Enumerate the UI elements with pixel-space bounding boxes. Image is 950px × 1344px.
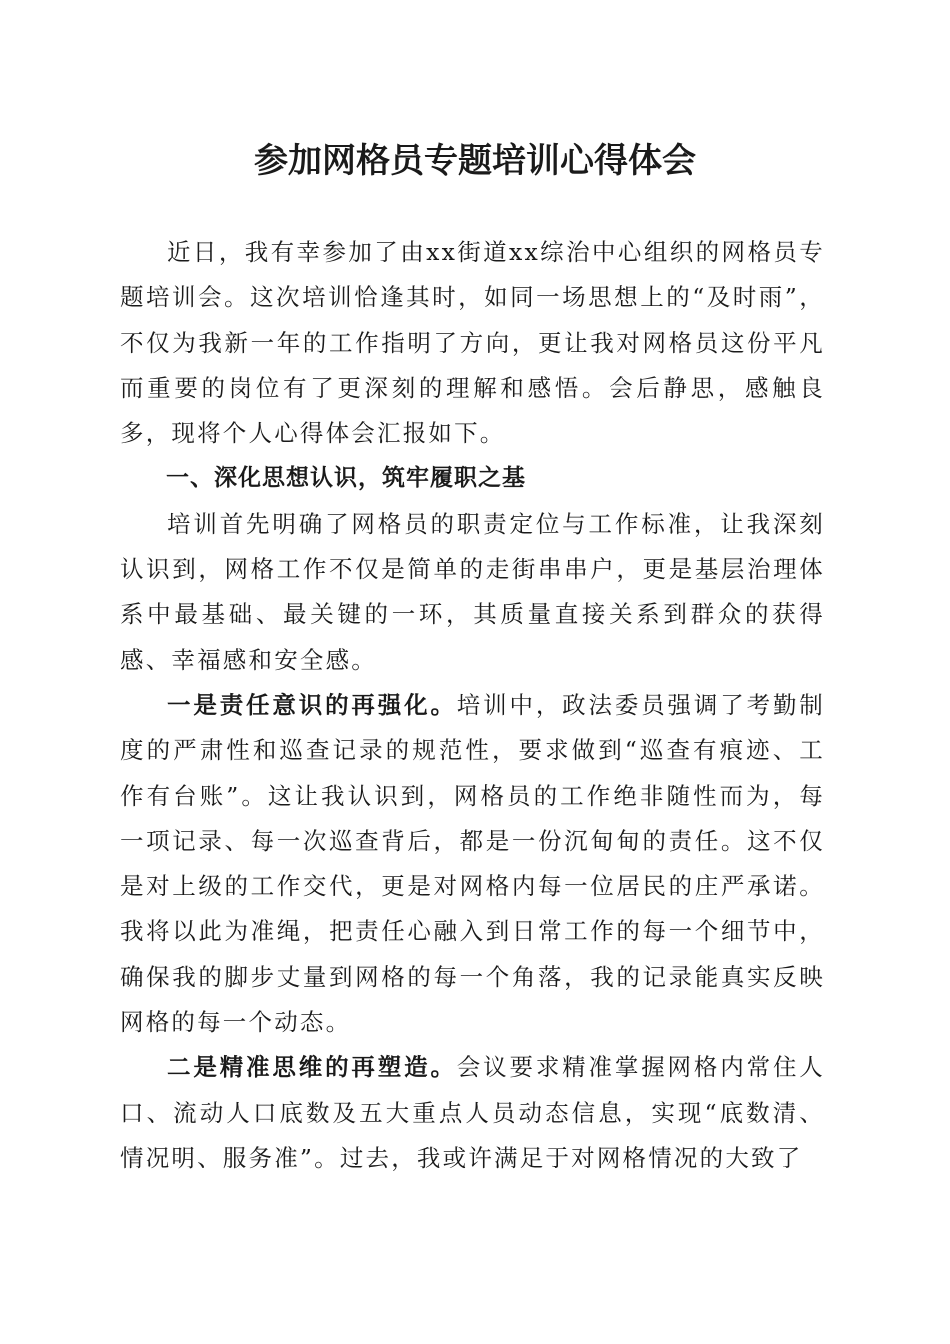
point-1-lead: 一是责任意识的再强化。 (167, 690, 457, 719)
point-2-text: 会议要求精准掌握网格内常住人口、流动人口底数及五大重点人员动态信息，实现“底数清、情况明、服务准”。过去，我或许满足于对网格情况的大致了 (120, 1053, 825, 1172)
document-title: 参加网格员专题培训心得体会 (254, 141, 696, 181)
document-body (120, 230, 825, 1181)
point-2-lead: 二是精准思维的再塑造。 (167, 1053, 457, 1082)
section-1-paragraph: 培训首先明确了网格员的职责定位与工作标准，让我深刻认识到，网格工作不仅是简单的走街串串户，更是基层治理体系中最基础、最关键的一环，其质量直接关系到群众的获得感、幸福感和安全感。 (120, 509, 825, 674)
point-2-paragraph (120, 1045, 825, 1181)
point-1-paragraph (120, 683, 825, 1045)
section-heading-1: 一、深化思想认识，筑牢履职之基 (166, 465, 526, 492)
point-1-text: 培训中，政法委员强调了考勤制度的严肃性和巡查记录的规范性，要求做到“巡查有痕迹、工作有台账”。这让我认识到，网格员的工作绝非随性而为，每一项记录、每一次巡查背后，都是一份沉甸甸的责任。这不仅是对上级的工作交代，更是对网格内每一位居民的庄严承诺。我将以此为准绳，把责任心融入到日常工作的每一个细节中，确保我的脚步丈量到网格的每一个角落，我的记录能真实反映网格的每一个动态。 (120, 690, 825, 1037)
intro-paragraph: 近日，我有幸参加了由xx街道xx综治中心组织的网格员专题培训会。这次培训恰逢其时，如同一场思想上的“及时雨”，不仅为我新一年的工作指明了方向，更让我对网格员这份平凡而重要的岗位有了更深刻的理解和感悟。会后静思，感触良多，现将个人心得体会汇报如下。 (120, 238, 825, 448)
